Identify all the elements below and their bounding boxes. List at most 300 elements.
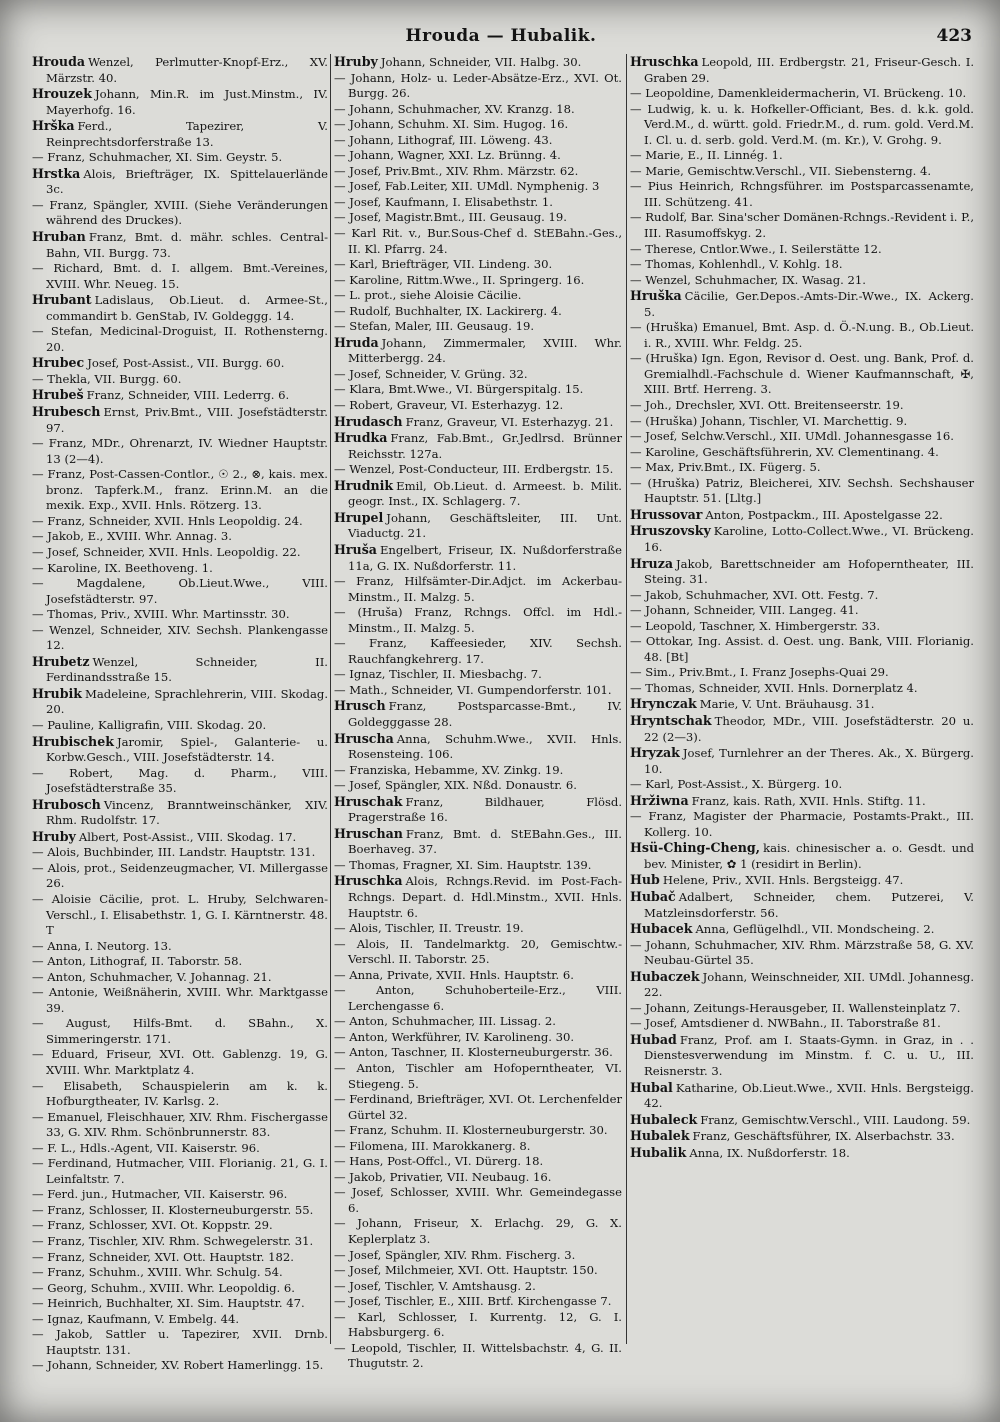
surname-heading: Hsü-Ching-Cheng, bbox=[630, 840, 761, 856]
directory-entry bbox=[630, 476, 974, 507]
directory-entry bbox=[630, 777, 974, 793]
entry-text: Franz, Graveur, VI. Esterhazyg. 21. bbox=[405, 414, 614, 429]
entry-text: — Johann, Schuhmacher, XIV. Rhm. Märzstraße 58, G. XV. Neubau-Gürtel 35. bbox=[630, 937, 974, 968]
surname-heading: Hrudasch bbox=[334, 413, 403, 429]
surname-heading: Hrubik bbox=[32, 685, 83, 701]
entry-text: — Wenzel, Schuhmacher, IX. Wasag. 21. bbox=[630, 272, 866, 287]
directory-entry bbox=[630, 460, 974, 476]
entry-text: — Marie, Gemischtw.Verschl., VII. Siebensterng. 4. bbox=[630, 163, 932, 178]
entry-text: — Alois, Tischler, II. Treustr. 19. bbox=[334, 921, 524, 936]
directory-entry bbox=[630, 665, 974, 681]
directory-entry bbox=[334, 335, 622, 367]
directory-entry bbox=[334, 71, 622, 102]
entry-text: — Antonie, Weißnäherin, XVIII. Whr. Marktgasse 39. bbox=[32, 985, 328, 1015]
directory-entry bbox=[630, 242, 974, 258]
directory-entry bbox=[334, 778, 622, 794]
entry-text: — Leopoldine, Damenkleidermacherin, VI. Brückeng. 10. bbox=[630, 86, 967, 101]
entry-text: — Franz, Hilfsämter-Dir.Adjct. im Ackerbau-Minstm., II. Malzg. 5. bbox=[334, 574, 622, 604]
surname-heading: Hrubant bbox=[32, 292, 92, 308]
entry-text: — Josef, Fab.Leiter, XII. UMdl. Nymphenig. 3 bbox=[334, 179, 600, 194]
directory-entry bbox=[334, 921, 622, 937]
surname-heading: Hruby bbox=[32, 828, 76, 844]
entry-text: Katharine, Ob.Lieut.Wwe., XVII. Hnls. Bergsteigg. 42. bbox=[644, 1080, 974, 1111]
surname-heading: Hryzak bbox=[630, 745, 680, 761]
surname-heading: Hruschka bbox=[334, 873, 403, 889]
entry-text: — Pius Heinrich, Rchngsführer. im Postsparcassenamte, III. Schützeng. 41. bbox=[630, 179, 974, 209]
entry-text: — Josef, Magistr.Bmt., III. Geusaug. 19. bbox=[334, 210, 567, 225]
page-title: Hrouda — Hubalik. bbox=[405, 26, 597, 46]
directory-entry bbox=[32, 86, 328, 118]
page-header bbox=[30, 26, 972, 50]
entry-text: Franz, Prof. am I. Staats-Gymn. in Graz, in . . Dienstesverwendung im Minstm. f. C. u. U., III. Reisnerstr. 3. bbox=[644, 1032, 974, 1078]
entry-text: — Johann, Schuhmacher, XV. Kranzg. 18. bbox=[334, 101, 575, 116]
entry-text: — Anton, Schuhmacher, III. Lissag. 2. bbox=[334, 1014, 556, 1029]
entry-text: — Franz, Schlosser, II. Klosterneuburgerstr. 55. bbox=[32, 1202, 314, 1217]
entry-text: kais. chinesischer a. o. Gesdt. und bev. Minister, ✿ 1 (residirt in Berlin). bbox=[644, 841, 974, 871]
directory-entry bbox=[334, 210, 622, 226]
surname-heading: Hruschka bbox=[630, 54, 699, 69]
entry-text: Adalbert, Schneider, chem. Putzerei, V. Matzleinsdorferstr. 56. bbox=[644, 889, 974, 920]
directory-entry bbox=[630, 102, 974, 149]
entry-text: — Franziska, Hebamme, XV. Zinkg. 19. bbox=[334, 762, 564, 777]
surname-heading: Hrudnik bbox=[334, 477, 394, 493]
entry-text: — Stefan, Maler, III. Geusaug. 19. bbox=[334, 319, 535, 334]
directory-entry bbox=[32, 1296, 328, 1312]
entry-text: — Thomas, Fragner, XI. Sim. Hauptstr. 139. bbox=[334, 857, 592, 872]
directory-entry bbox=[32, 514, 328, 530]
entry-text: — Jakob, Schuhmacher, XVI. Ott. Festg. 7. bbox=[630, 587, 879, 602]
entry-text: — Marie, E., II. Linnég. 1. bbox=[630, 148, 783, 163]
directory-entry bbox=[334, 1045, 622, 1061]
entry-text: Alois, Rchngs.Revid. im Post-Fach-Rchngs. Depart. d. Hdl.Minstm., XVII. Hnls. Hauptstr. 6. bbox=[348, 874, 622, 920]
directory-entry bbox=[334, 257, 622, 273]
page-number: 423 bbox=[936, 26, 972, 46]
directory-entry bbox=[334, 1154, 622, 1170]
directory-entry bbox=[32, 1187, 328, 1203]
directory-entry bbox=[630, 351, 974, 398]
entry-text: — Elisabeth, Schauspielerin am k. k. Hofburgtheater, IV. Karlsg. 2. bbox=[32, 1078, 328, 1109]
entry-text: Cäcilie, Ger.Depos.-Amts-Dir.-Wwe., IX. Ackerg. 5. bbox=[644, 289, 974, 319]
entry-text: — Georg, Schuhm., XVIII. Whr. Leopoldig. 6. bbox=[32, 1280, 295, 1295]
directory-entry bbox=[334, 605, 622, 636]
entry-text: Helene, Priv., XVII. Hnls. Bergsteigg. 47. bbox=[662, 873, 904, 888]
directory-entry bbox=[334, 1263, 622, 1279]
directory-entry bbox=[334, 117, 622, 133]
directory-entry bbox=[32, 1156, 328, 1187]
entry-text: Ladislaus, Ob.Lieut. d. Armee-St., commandirt b. GenStab, IV. Goldeggg. 14. bbox=[46, 293, 328, 323]
directory-entry bbox=[334, 1248, 622, 1264]
directory-entry bbox=[334, 1170, 622, 1186]
directory-entry bbox=[334, 273, 622, 289]
column-2 bbox=[334, 54, 623, 1371]
entry-text: — Josef, Spängler, XIX. Nßd. Donaustr. 6. bbox=[334, 778, 577, 793]
entry-text: — Anton, Werkführer, IV. Karolineng. 30. bbox=[334, 1029, 575, 1044]
entry-text: — Josef, Selchw.Verschl., XII. UMdl. Johannesgasse 16. bbox=[630, 429, 954, 444]
entry-text: — Franz, Magister der Pharmacie, Postamts-Prakt., III. Kollerg. 10. bbox=[630, 809, 974, 839]
directory-entry bbox=[334, 133, 622, 149]
entry-text: — Ferd. jun., Hutmacher, VII. Kaiserstr. 96. bbox=[32, 1187, 288, 1202]
entry-text: — Josef, Spängler, XIV. Rhm. Fischerg. 3. bbox=[334, 1247, 576, 1262]
directory-entry bbox=[334, 968, 622, 984]
surname-heading: Hruza bbox=[630, 555, 674, 571]
column-3 bbox=[630, 54, 974, 1354]
entry-text: — Magdalene, Ob.Lieut.Wwe., VIII. Josefstädterstr. 97. bbox=[32, 576, 328, 606]
directory-entry bbox=[32, 623, 328, 654]
directory-entry bbox=[630, 793, 974, 810]
directory-entry bbox=[32, 845, 328, 861]
directory-entry bbox=[630, 1112, 974, 1129]
entry-text: — Franz, Schneider, XVI. Ott. Hauptstr. 182. bbox=[32, 1249, 294, 1264]
entry-text: — Thomas, Priv., XVIII. Whr. Martinsstr. 30. bbox=[32, 607, 290, 622]
entry-text: Anna, Geflügelhdl., VII. Mondscheing. 2. bbox=[695, 922, 935, 937]
directory-entry bbox=[334, 667, 622, 683]
directory-entry bbox=[32, 467, 328, 514]
entry-text: — Franz, Schuhmacher, XI. Sim. Geystr. 5. bbox=[32, 150, 283, 165]
entry-text: Anna, IX. Nußdorferstr. 18. bbox=[689, 1145, 850, 1160]
directory-entry bbox=[630, 257, 974, 273]
directory-entry bbox=[32, 892, 328, 939]
directory-entry bbox=[334, 1216, 622, 1247]
surname-heading: Hrstka bbox=[32, 165, 81, 181]
entry-text: Johann, Min.R. im Just.Minstm., IV. Mayerhofg. 16. bbox=[46, 87, 328, 117]
surname-heading: Hruschan bbox=[334, 825, 403, 841]
entry-text: — Therese, Cntlor.Wwe., I. Seilerstätte 12. bbox=[630, 241, 882, 256]
directory-entry bbox=[32, 797, 328, 829]
entry-text: Anna, Schuhm.Wwe., XVII. Hnls. Rosensteing. 106. bbox=[348, 731, 622, 762]
entry-text: — Johann, Schneider, XV. Robert Hamerlingg. 15. bbox=[32, 1358, 324, 1373]
entry-text: — Johann, Wagner, XXI. Lz. Brünng. 4. bbox=[334, 148, 561, 163]
directory-entry bbox=[334, 319, 622, 335]
entry-text: — (Hruška) Patriz, Bleicherei, XIV. Sechsh. Sechshauser Hauptstr. 51. [Lltg.] bbox=[630, 475, 974, 506]
directory-entry bbox=[32, 229, 328, 261]
directory-entry bbox=[32, 118, 328, 150]
entry-text: — Josef, Schlosser, XVIII. Whr. Gemeindegasse 6. bbox=[334, 1185, 622, 1215]
entry-text: — (Hruška) Ign. Egon, Revisor d. Oest. ung. Bank, Prof. d. Gremialhdl.-Fachschule d. Wiener Kaufmannschaft, ✠, XIII. Brtf. Herreng. 3. bbox=[630, 351, 974, 397]
entry-text: Johann, Geschäftsleiter, III. Unt. Viaductg. 21. bbox=[348, 510, 622, 541]
directory-entry bbox=[630, 840, 974, 872]
directory-entry bbox=[630, 696, 974, 713]
directory-entry bbox=[32, 1281, 328, 1297]
entry-text: Emil, Ob.Lieut. d. Armeest. b. Milit. geogr. Inst., IX. Schlagerg. 7. bbox=[348, 478, 622, 509]
directory-entry bbox=[630, 809, 974, 840]
surname-heading: Hrouzek bbox=[32, 86, 92, 102]
entry-text: — Hans, Post-Offcl., VI. Dürerg. 18. bbox=[334, 1154, 544, 1169]
entry-text: — Robert, Graveur, VI. Esterhazyg. 12. bbox=[334, 398, 564, 413]
entry-text: — Josef, Schneider, XVII. Hnls. Leopoldig. 22. bbox=[32, 544, 301, 559]
directory-entry bbox=[630, 414, 974, 430]
surname-heading: Hubaczek bbox=[630, 968, 700, 984]
entry-text: — Franz, Schuhm. II. Klosterneuburgerstr. 30. bbox=[334, 1123, 608, 1138]
directory-entry bbox=[334, 826, 622, 858]
entry-text: — Thomas, Kohlenhdl., V. Kohlg. 18. bbox=[630, 257, 843, 272]
entry-text: — Anton, Lithograf, II. Taborstr. 58. bbox=[32, 954, 243, 969]
entry-text: — Johann, Zeitungs-Herausgeber, II. Wallensteinplatz 7. bbox=[630, 1000, 961, 1015]
directory-entry bbox=[630, 969, 974, 1001]
directory-entry bbox=[32, 576, 328, 607]
entry-text: Josef, Post-Assist., VII. Burgg. 60. bbox=[87, 356, 285, 371]
entry-text: — Rudolf, Bar. Sina'scher Domänen-Rchngs.-Revident i. P., III. Rasumoffskyg. 2. bbox=[630, 210, 974, 241]
entry-text: — Josef, Tischler, V. Amtshausg. 2. bbox=[334, 1278, 536, 1293]
entry-text: Alois, Briefträger, IX. Spittelauerlände 3c. bbox=[46, 166, 328, 197]
directory-entry bbox=[334, 731, 622, 763]
entry-text: — Johann, Friseur, X. Erlachg. 29, G. X. Keplerplatz 3. bbox=[334, 1216, 622, 1247]
directory-entry bbox=[334, 304, 622, 320]
directory-entry bbox=[334, 367, 622, 383]
entry-text: — Franz, Tischler, XIV. Rhm. Schwegelerstr. 31. bbox=[32, 1234, 314, 1249]
entry-text: — (Hruška) Johann, Tischler, VI. Marchettig. 9. bbox=[630, 413, 908, 428]
directory-entry bbox=[630, 1032, 974, 1080]
directory-entry bbox=[334, 430, 622, 462]
directory-entry bbox=[334, 164, 622, 180]
directory-entry bbox=[630, 320, 974, 351]
directory-entry bbox=[32, 404, 328, 436]
entry-text: — Josef, Tischler, E., XIII. Brtf. Kirchengasse 7. bbox=[334, 1294, 612, 1309]
entry-text: Josef, Turnlehrer an der Theres. Ak., X. Bürgerg. 10. bbox=[644, 746, 974, 776]
directory-entry bbox=[32, 561, 328, 577]
surname-heading: Hruša bbox=[334, 541, 377, 557]
entry-text: Johann, Weinschneider, XII. UMdl. Johannesg. 22. bbox=[644, 969, 974, 1000]
entry-text: — Karl, Schlosser, I. Kurrentg. 12, G. I. Habsburgerg. 6. bbox=[334, 1309, 622, 1340]
directory-entry bbox=[630, 588, 974, 604]
directory-entry bbox=[334, 148, 622, 164]
surname-heading: Hubaleck bbox=[630, 1111, 698, 1127]
entry-text: Theodor, MDr., VIII. Josefstädterstr. 20 u. 22 (2—3). bbox=[644, 713, 974, 744]
entry-text: — August, Hilfs-Bmt. d. SBahn., X. Simmeringerstr. 171. bbox=[32, 1016, 328, 1046]
entry-text: Franz, Geschäftsführer, IX. Alserbachstr. 33. bbox=[692, 1129, 955, 1144]
entry-text: Ferd., Tapezirer, V. Reinprechtsdorferstraße 13. bbox=[46, 119, 328, 149]
directory-entry bbox=[32, 686, 328, 718]
entry-text: Jaromir, Spiel-, Galanterie- u. Korbw.Gesch., VIII. Josefstädterstr. 14. bbox=[46, 734, 328, 765]
entry-text: — Jakob, Privatier, VII. Neubaug. 16. bbox=[334, 1169, 552, 1184]
directory-entry bbox=[334, 102, 622, 118]
directory-entry bbox=[630, 148, 974, 164]
entry-text: — Karl Rit. v., Bur.Sous-Chef d. StEBahn.-Ges., II. Kl. Pfarrg. 24. bbox=[334, 226, 622, 256]
directory-entry bbox=[32, 1218, 328, 1234]
entry-text: — Alois, Buchbinder, III. Landstr. Hauptstr. 131. bbox=[32, 845, 316, 860]
entry-text: — Emanuel, Fleischhauer, XIV. Rhm. Fischergasse 33, G. XIV. Rhm. Schönbrunnerstr. 83. bbox=[32, 1109, 328, 1140]
directory-entry bbox=[334, 1092, 622, 1123]
directory-entry bbox=[630, 273, 974, 289]
entry-text: Johann, Schneider, VII. Halbg. 30. bbox=[380, 55, 582, 69]
surname-heading: Hržiwna bbox=[630, 792, 689, 808]
directory-entry bbox=[630, 681, 974, 697]
surname-heading: Hruscha bbox=[334, 730, 394, 746]
directory-entry bbox=[630, 1016, 974, 1032]
directory-entry bbox=[630, 1128, 974, 1145]
entry-text: — Franz, Spängler, XVIII. (Siehe Veränderungen während des Druckes). bbox=[32, 197, 328, 228]
surname-heading: Hubalek bbox=[630, 1128, 690, 1144]
directory-entry bbox=[32, 436, 328, 467]
entry-text: — Heinrich, Buchhalter, XI. Sim. Hauptstr. 47. bbox=[32, 1296, 305, 1311]
directory-entry bbox=[334, 542, 622, 574]
surname-heading: Hrubesch bbox=[32, 404, 101, 420]
directory-entry bbox=[630, 429, 974, 445]
entry-text: — Franz, Kaffeesieder, XIV. Sechsh. Rauchfangkehrerg. 17. bbox=[334, 636, 622, 666]
entry-text: — Ottokar, Ing. Assist. d. Oest. ung. Bank, VIII. Florianig. 48. [Bt] bbox=[630, 634, 974, 664]
directory-entry bbox=[334, 1030, 622, 1046]
surname-heading: Hubal bbox=[630, 1079, 673, 1095]
directory-entry bbox=[334, 1014, 622, 1030]
directory-entry bbox=[334, 574, 622, 605]
entry-text: — Franz, Schneider, XVII. Hnls Leopoldig. 24. bbox=[32, 513, 303, 528]
directory-entry bbox=[32, 166, 328, 198]
surname-heading: Hrussovar bbox=[630, 506, 703, 522]
entry-text: — Alois, prot., Seidenzeugmacher, VI. Millergasse 26. bbox=[32, 860, 328, 891]
entry-text: — F. L., Hdls.-Agent, VII. Kaiserstr. 96. bbox=[32, 1140, 260, 1155]
directory-entry bbox=[334, 478, 622, 510]
directory-entry bbox=[32, 766, 328, 797]
entry-text: — Jakob, E., XVIII. Whr. Annag. 3. bbox=[32, 529, 232, 544]
directory-entry bbox=[334, 1123, 622, 1139]
directory-entry bbox=[630, 445, 974, 461]
directory-entry bbox=[630, 210, 974, 241]
entry-text: Madeleine, Sprachlehrerin, VIII. Skodag. 20. bbox=[46, 686, 328, 717]
directory-entry bbox=[334, 1061, 622, 1092]
entry-text: Albert, Post-Assist., VIII. Skodag. 17. bbox=[78, 829, 297, 844]
directory-entry bbox=[32, 292, 328, 324]
entry-text: — Jakob, Sattler u. Tapezirer, XVII. Drnb. Hauptstr. 131. bbox=[32, 1327, 328, 1357]
directory-entry bbox=[32, 829, 328, 846]
entry-text: — Ignaz, Kaufmann, V. Embelg. 44. bbox=[32, 1311, 240, 1326]
entry-text: Vincenz, Branntweinschänker, XIV. Rhm. Rudolfstr. 17. bbox=[46, 797, 328, 828]
surname-heading: Hubalik bbox=[630, 1144, 687, 1160]
directory-entry bbox=[630, 523, 974, 555]
entry-text: — Leopold, Taschner, X. Himbergerstr. 33. bbox=[630, 618, 881, 633]
surname-heading: Hruška bbox=[630, 288, 682, 304]
directory-entry bbox=[630, 872, 974, 889]
directory-entry bbox=[334, 398, 622, 414]
surname-heading: Hruban bbox=[32, 229, 86, 245]
directory-entry bbox=[32, 1312, 328, 1328]
directory-entry bbox=[32, 1265, 328, 1281]
entry-text: — Franz, MDr., Ohrenarzt, IV. Wiedner Hauptstr. 13 (2—4). bbox=[32, 436, 328, 466]
entry-text: — Karoline, IX. Beethoveng. 1. bbox=[32, 560, 213, 575]
surname-heading: Hrška bbox=[32, 118, 75, 134]
directory-entry bbox=[630, 1080, 974, 1112]
directory-entry bbox=[334, 698, 622, 730]
directory-entry bbox=[334, 763, 622, 779]
directory-entry bbox=[630, 556, 974, 588]
entry-text: — Anton, Tischler am Hofoperntheater, VI. Stiegeng. 5. bbox=[334, 1061, 622, 1091]
surname-heading: Hubad bbox=[630, 1031, 677, 1047]
directory-entry bbox=[334, 462, 622, 478]
directory-entry bbox=[334, 873, 622, 921]
entry-text: — Ludwig, k. u. k. Hofkeller-Officiant, Bes. d. k.k. gold. Verd.M., d. württ. gold. Friedr.M., d. rum. gold. Verd.M. I. Cl. u. d. serb. gold. Verd.M. (m. Kr.), V. Grohg. 9. bbox=[630, 101, 974, 147]
directory-entry bbox=[630, 1145, 974, 1162]
entry-text: — Anna, Private, XVII. Hnls. Hauptstr. 6. bbox=[334, 967, 574, 982]
directory-entry bbox=[32, 939, 328, 955]
entry-text: — Klara, Bmt.Wwe., VI. Bürgerspitalg. 15. bbox=[334, 382, 584, 397]
entry-text: Anton, Postpackm., III. Apostelgasse 22. bbox=[705, 507, 943, 522]
directory-entry bbox=[32, 1327, 328, 1358]
directory-entry bbox=[630, 745, 974, 777]
entry-text: — Eduard, Friseur, XVI. Ott. Gablenzg. 19, G. XVIII. Whr. Marktplatz 4. bbox=[32, 1047, 328, 1077]
entry-text: — Franz, Schlosser, XVI. Ot. Koppstr. 29. bbox=[32, 1218, 273, 1233]
entry-text: — Richard, Bmt. d. I. allgem. Bmt.-Vereines, XVIII. Whr. Neueg. 15. bbox=[32, 261, 328, 291]
entry-text: — L. prot., siehe Aloisie Cäcilie. bbox=[334, 288, 522, 303]
directory-entry bbox=[32, 1250, 328, 1266]
entry-text: Franz, Schneider, VIII. Lederrg. 6. bbox=[86, 388, 290, 403]
directory-entry bbox=[334, 794, 622, 826]
directory-entry bbox=[630, 713, 974, 745]
entry-text: — Wenzel, Post-Conducteur, III. Erdbergstr. 15. bbox=[334, 462, 614, 477]
directory-entry bbox=[334, 54, 622, 71]
entry-text: Wenzel, Perlmutter-Knopf-Erz., XV. Märzstr. 40. bbox=[46, 55, 328, 85]
entry-text: Wenzel, Schneider, II. Ferdinandsstraße 15. bbox=[46, 654, 328, 685]
entry-text: — Franz, Post-Cassen-Contlor., ☉ 2., ⊗, kais. mex. bronz. Tapferk.M., franz. Erinn.M. an die mexik. Exp., XVII. Hnls. Rötzerg. 13. bbox=[32, 467, 328, 513]
directory-entry bbox=[334, 1341, 622, 1372]
entry-text: — Thekla, VII. Burgg. 60. bbox=[32, 371, 182, 386]
entry-text: Jakob, Barettschneider am Hofoperntheater, III. Steing. 31. bbox=[644, 556, 974, 587]
directory-entry bbox=[630, 54, 974, 86]
directory-entry bbox=[32, 1047, 328, 1078]
surname-heading: Hruschak bbox=[334, 793, 403, 809]
entry-text: Leopold, III. Erdbergstr. 21, Friseur-Gesch. I. Graben 29. bbox=[644, 55, 974, 85]
directory-entry bbox=[334, 1310, 622, 1341]
entry-text: Marie, V. Unt. Bräuhausg. 31. bbox=[699, 697, 875, 712]
surname-heading: Hrouda bbox=[32, 54, 86, 69]
directory-entry bbox=[32, 54, 328, 86]
directory-entry bbox=[630, 507, 974, 524]
entry-text: Franz, Bmt. d. StEBahn.Ges., III. Boerhaveg. 37. bbox=[348, 826, 622, 857]
entry-text: — Karl, Briefträger, VII. Lindeng. 30. bbox=[334, 257, 553, 272]
column-divider bbox=[626, 54, 627, 1344]
directory-entry bbox=[334, 288, 622, 304]
directory-entry bbox=[32, 734, 328, 766]
surname-heading: Hrubosch bbox=[32, 796, 101, 812]
entry-text: — Johann, Schuhm. XI. Sim. Hugog. 16. bbox=[334, 117, 569, 132]
entry-text: — Karoline, Geschäftsführerin, XV. Clementinang. 4. bbox=[630, 444, 939, 459]
directory-entry bbox=[334, 937, 622, 968]
entry-text: Karoline, Lotto-Collect.Wwe., VI. Brückeng. 16. bbox=[644, 524, 974, 554]
entry-text: — Johann, Holz- u. Leder-Absätze-Erz., XVI. Ot. Burgg. 26. bbox=[334, 70, 622, 101]
entry-text: — Johann, Lithograf, III. Löweng. 43. bbox=[334, 132, 553, 147]
entry-text: Franz, Bildhauer, Flösd. Pragerstraße 16. bbox=[348, 794, 622, 825]
directory-entry bbox=[334, 683, 622, 699]
directory-entry bbox=[32, 372, 328, 388]
directory-entry bbox=[630, 921, 974, 938]
entry-text: Ernst, Priv.Bmt., VIII. Josefstädterstr. 97. bbox=[46, 405, 328, 435]
entry-text: — Anton, Schuhoberteile-Erz., VIII. Lerchengasse 6. bbox=[334, 983, 622, 1013]
directory-entry bbox=[630, 619, 974, 635]
entry-text: Franz, Postsparcasse-Bmt., IV. Goldegggasse 28. bbox=[348, 699, 622, 729]
directory-entry bbox=[32, 324, 328, 355]
entry-text: — Filomena, III. Marokkanerg. 8. bbox=[334, 1138, 531, 1153]
column-divider bbox=[330, 54, 331, 1344]
entry-text: — (Hruša) Franz, Rchngs. Offcl. im Hdl.-Minstm., II. Malzg. 5. bbox=[334, 605, 622, 635]
directory-entry bbox=[630, 398, 974, 414]
entry-text: — Robert, Mag. d. Pharm., VIII. Josefstädterstraße 35. bbox=[32, 765, 328, 796]
directory-entry bbox=[32, 985, 328, 1016]
directory-entry bbox=[32, 387, 328, 404]
directory-entry bbox=[630, 938, 974, 969]
surname-heading: Hrudka bbox=[334, 430, 388, 446]
surname-heading: Hruszovsky bbox=[630, 523, 711, 539]
directory-entry bbox=[334, 179, 622, 195]
directory-entry bbox=[32, 970, 328, 986]
entry-text: — Rudolf, Buchhalter, IX. Lackirerg. 4. bbox=[334, 303, 562, 318]
entry-text: Franz, kais. Rath, XVII. Hnls. Stiftg. 11. bbox=[691, 793, 926, 808]
directory-entry bbox=[334, 382, 622, 398]
directory-entry bbox=[334, 983, 622, 1014]
directory-entry bbox=[630, 603, 974, 619]
surname-heading: Hubacek bbox=[630, 921, 693, 937]
directory-entry bbox=[32, 1358, 328, 1374]
directory-entry bbox=[630, 164, 974, 180]
surname-heading: Hrubec bbox=[32, 355, 85, 371]
surname-heading: Hrupel bbox=[334, 509, 384, 525]
directory-entry bbox=[630, 86, 974, 102]
